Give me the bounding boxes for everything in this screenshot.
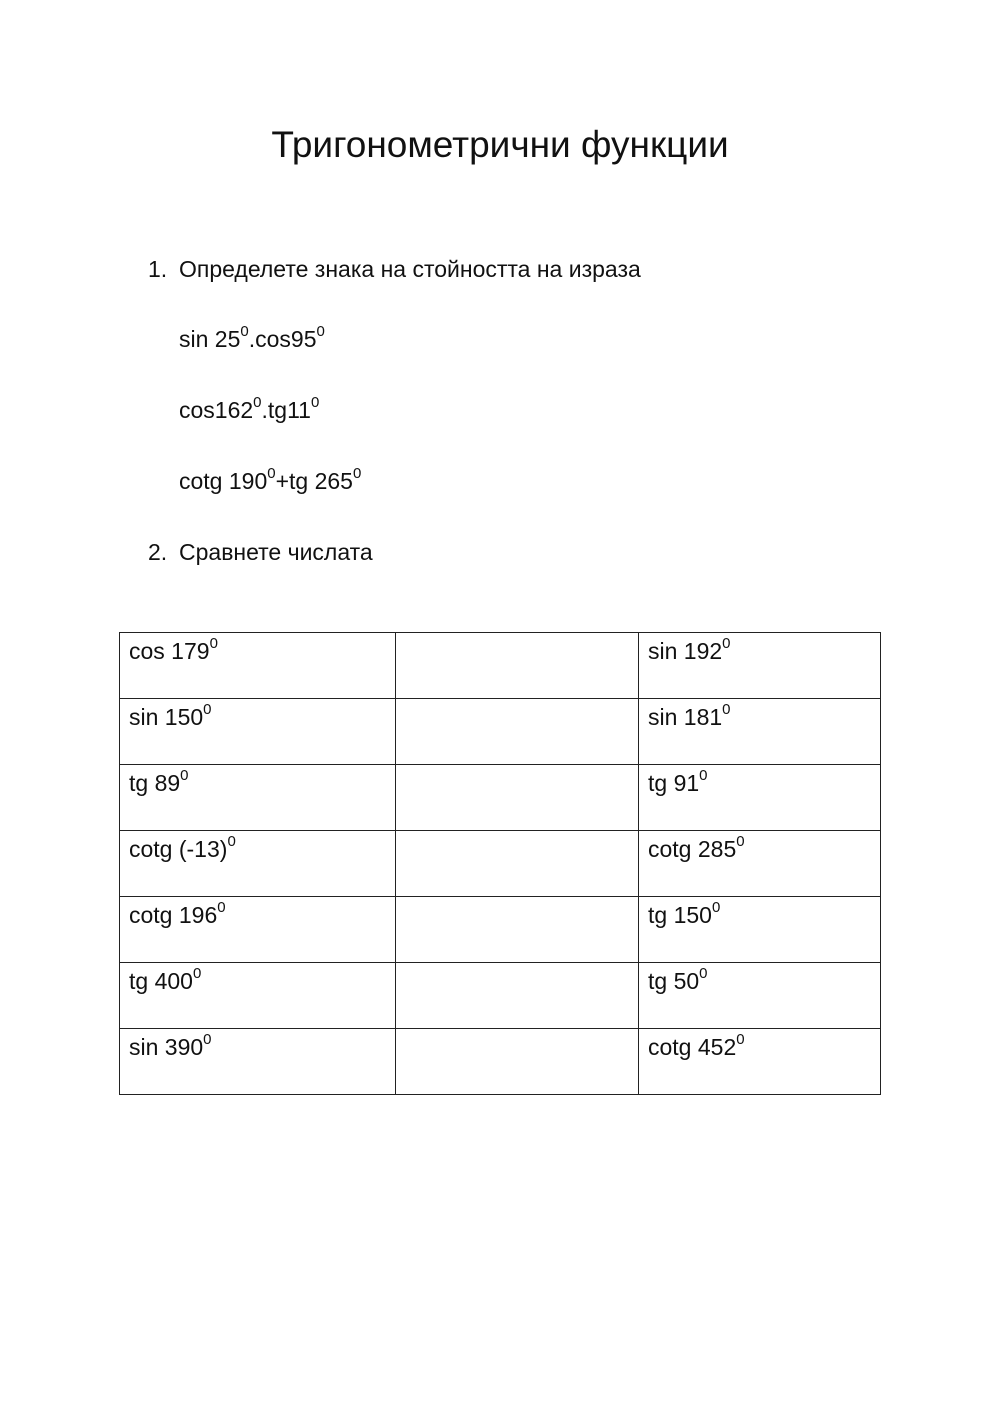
right-expression: sin 192 (648, 638, 723, 664)
expression-2 (179, 395, 319, 425)
expression-2-part-b: .tg11 (261, 397, 311, 423)
degree-sup: 0 (352, 465, 362, 483)
right-expression-cell (639, 963, 881, 1029)
degree-sup: 0 (267, 465, 276, 483)
table-row (120, 633, 881, 699)
degree-sup: 0 (227, 833, 236, 851)
left-expression-cell (120, 831, 396, 897)
left-expression: sin 150 (129, 704, 204, 730)
right-expression: sin 181 (648, 704, 723, 730)
right-expression-cell (639, 831, 881, 897)
degree-sup: 0 (310, 394, 320, 412)
answer-cell[interactable] (396, 699, 639, 765)
expression-1 (179, 324, 325, 354)
left-expression: cos 179 (129, 638, 210, 664)
left-expression-cell (120, 963, 396, 1029)
expression-3-part-a: cotg 190 (179, 468, 268, 494)
answer-cell[interactable] (396, 897, 639, 963)
degree-sup: 0 (180, 767, 189, 785)
left-expression-cell (120, 1029, 396, 1095)
table-row (120, 831, 881, 897)
degree-sup: 0 (203, 1031, 212, 1049)
left-expression-cell (120, 765, 396, 831)
degree-sup: 0 (209, 635, 218, 653)
degree-sup: 0 (722, 635, 731, 653)
expression-1-part-b: .cos95 (248, 326, 317, 352)
right-expression: tg 50 (648, 968, 700, 994)
page-title: Тригонометрични функции (271, 124, 729, 165)
answer-cell[interactable] (396, 765, 639, 831)
right-expression: tg 91 (648, 770, 700, 796)
degree-sup: 0 (217, 899, 226, 917)
question-1 (148, 254, 641, 284)
expression-1-part-a: sin 25 (179, 326, 241, 352)
left-expression-cell (120, 633, 396, 699)
expression-2-part-a: cos162 (179, 397, 254, 423)
answer-cell[interactable] (396, 1029, 639, 1095)
degree-sup: 0 (722, 701, 731, 719)
expression-3 (179, 466, 361, 496)
degree-sup: 0 (253, 394, 262, 412)
left-expression: tg 400 (129, 968, 193, 994)
question-1-text: Определете знака на стойността на израза (179, 256, 641, 282)
comparison-table (119, 632, 881, 1095)
right-expression-cell (639, 633, 881, 699)
right-expression: cotg 285 (648, 836, 737, 862)
table-row (120, 699, 881, 765)
table-row (120, 963, 881, 1029)
degree-sup: 0 (736, 1031, 745, 1049)
degree-sup: 0 (192, 965, 202, 983)
degree-sup: 0 (736, 833, 745, 851)
degree-sup: 0 (711, 899, 721, 917)
answer-cell[interactable] (396, 831, 639, 897)
question-1-number: 1. (148, 256, 168, 282)
left-expression-cell (120, 897, 396, 963)
degree-sup: 0 (699, 767, 708, 785)
left-expression: tg 89 (129, 770, 181, 796)
question-2-number: 2. (148, 539, 168, 565)
degree-sup: 0 (240, 323, 249, 341)
answer-cell[interactable] (396, 633, 639, 699)
table-row (120, 1029, 881, 1095)
right-expression-cell (639, 1029, 881, 1095)
question-2 (148, 537, 373, 567)
left-expression: cotg (-13) (129, 836, 228, 862)
right-expression-cell (639, 765, 881, 831)
degree-sup: 0 (203, 701, 212, 719)
left-expression: sin 390 (129, 1034, 204, 1060)
right-expression-cell (639, 897, 881, 963)
right-expression: cotg 452 (648, 1034, 737, 1060)
degree-sup: 0 (699, 965, 708, 983)
expression-3-part-b: +tg 265 (275, 468, 353, 494)
right-expression: tg 150 (648, 902, 712, 928)
table-row (120, 765, 881, 831)
table-row (120, 897, 881, 963)
answer-cell[interactable] (396, 963, 639, 1029)
left-expression: cotg 196 (129, 902, 218, 928)
right-expression-cell (639, 699, 881, 765)
left-expression-cell (120, 699, 396, 765)
question-2-text: Сравнете числата (179, 539, 373, 565)
degree-sup: 0 (316, 323, 325, 341)
